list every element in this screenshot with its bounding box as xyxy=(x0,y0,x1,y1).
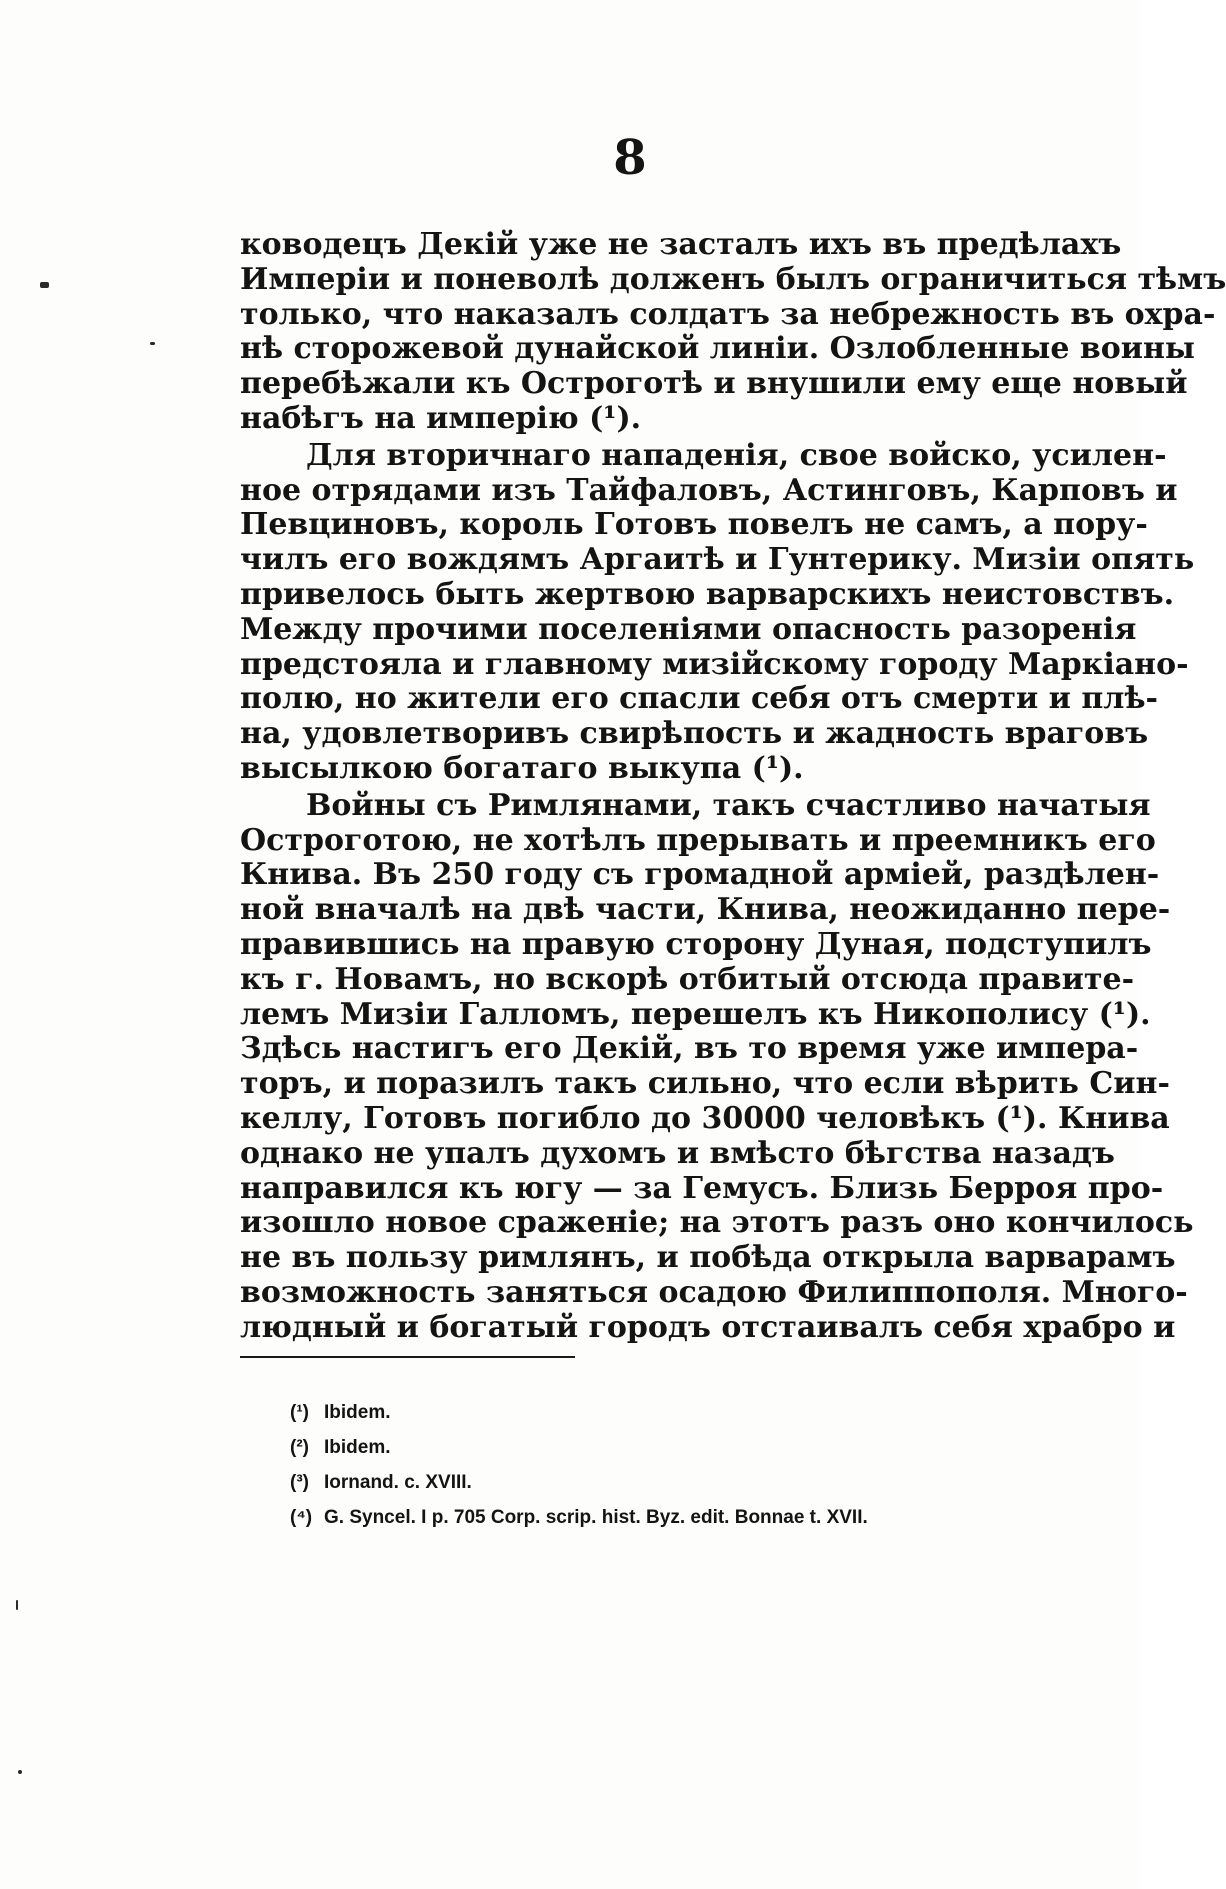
footnote-text: Ibidem. xyxy=(324,1402,391,1423)
paragraph xyxy=(240,227,1226,437)
text-line: на, удовлетворивъ свирѣпость и жадность враговъ xyxy=(240,716,1149,752)
text-line: изошло новое сраженіе; на этотъ разъ оно кончилось xyxy=(240,1205,1194,1241)
footnote-mark: (¹) xyxy=(290,1402,309,1423)
footnote-divider xyxy=(240,1356,575,1358)
footnote-text: Ibidem. xyxy=(324,1437,391,1458)
text-line: келлу, Готовъ погибло до 30000 человѣкъ (¹). Книва xyxy=(240,1100,1170,1136)
text-line: возможность заняться осадою Филиппополя. Много- xyxy=(240,1274,1188,1310)
text-line: перебѣжали къ Остроготѣ и внушили ему еще новый xyxy=(240,366,1188,402)
text-line: Имперіи и поневолѣ долженъ былъ ограничиться тѣмъ xyxy=(240,261,1226,297)
text-line: Войны съ Римлянами, такъ счастливо начатыя xyxy=(306,787,1151,823)
footnote-mark: (³) xyxy=(290,1472,309,1493)
text-line: полю, но жители его спасли себя отъ смерти и плѣ- xyxy=(240,681,1159,717)
scan-speck xyxy=(18,1770,22,1774)
paragraph xyxy=(240,437,1195,787)
page-number: 8 xyxy=(613,130,647,186)
text-line: Здѣсь настигъ его Декій, въ то время уже импера- xyxy=(240,1031,1139,1067)
text-line: къ г. Новамъ, но вскорѣ отбитый отсюда правите- xyxy=(240,961,1135,997)
text-line: набѣгъ на имперію (¹). xyxy=(240,400,642,436)
footnotes xyxy=(290,1395,1060,1535)
text-line: ной вначалѣ на двѣ части, Книва, неожиданно пере- xyxy=(240,892,1171,928)
text-line: Книва. Въ 250 году съ громадной арміей, раздѣлен- xyxy=(240,857,1160,893)
footnote-text: Iornand. c. XVIII. xyxy=(324,1472,472,1493)
paragraph xyxy=(240,787,1194,1346)
text-line: лемъ Мизіи Галломъ, перешелъ къ Никополису (¹). xyxy=(240,996,1151,1032)
text-line: правившись на правую сторону Дуная, подступилъ xyxy=(240,926,1152,962)
text-line: чилъ его вождямъ Аргаитѣ и Гунтерику. Мизіи опять xyxy=(240,542,1195,578)
text-line: не въ пользу римлянъ, и побѣда открыла варварамъ xyxy=(240,1240,1176,1276)
text-line: торъ, и поразилъ такъ сильно, что если вѣрить Син- xyxy=(240,1066,1170,1102)
text-line: Певциновъ, король Готовъ повелъ не самъ, а пору- xyxy=(240,507,1148,543)
scan-speck xyxy=(40,282,49,288)
footnote xyxy=(290,1395,1060,1430)
text-line: Остроготою, не хотѣлъ прерывать и преемникъ его xyxy=(240,822,1156,858)
footnote xyxy=(290,1500,1060,1535)
text-line: предстояла и главному мизійскому городу Маркіано- xyxy=(240,646,1189,682)
text-line: людный и богатый городъ отстаивалъ себя храбро и xyxy=(240,1309,1176,1345)
text-line: Для вторичнаго нападенія, свое войско, усилен- xyxy=(306,437,1167,473)
footnote-mark: (²) xyxy=(290,1437,309,1458)
footnote-text: G. Syncel. I p. 705 Corp. scrip. hist. Byz. edit. Bonnae t. XVII. xyxy=(324,1507,868,1528)
main-text xyxy=(240,227,1226,1346)
footnote-mark: (⁴) xyxy=(290,1507,313,1528)
text-line: однако не упалъ духомъ и вмѣсто бѣгства назадъ xyxy=(240,1135,1115,1171)
text-line: ное отрядами изъ Тайфаловъ, Астинговъ, Карповъ и xyxy=(240,472,1178,508)
text-line: привелось быть жертвою варварскихъ неистовствъ. xyxy=(240,576,1175,612)
scan-speck xyxy=(16,1600,18,1610)
text-line: направился къ югу — за Гемусъ. Близь Берроя про- xyxy=(240,1170,1164,1206)
footnote xyxy=(290,1465,1060,1500)
text-line: высылкою богатаго выкупа (¹). xyxy=(240,750,804,786)
text-line: только, что наказалъ солдатъ за небрежность въ охра- xyxy=(240,296,1216,332)
footnote xyxy=(290,1430,1060,1465)
text-line: нѣ сторожевой дунайской линіи. Озлобленные воины xyxy=(240,331,1196,367)
text-line: ководецъ Декій уже не засталъ ихъ въ предѣлахъ xyxy=(240,227,1122,262)
scan-speck xyxy=(150,342,155,345)
paragraph-container xyxy=(240,227,1226,1346)
text-line: Между прочими поселеніями опасность разоренія xyxy=(240,611,1137,647)
